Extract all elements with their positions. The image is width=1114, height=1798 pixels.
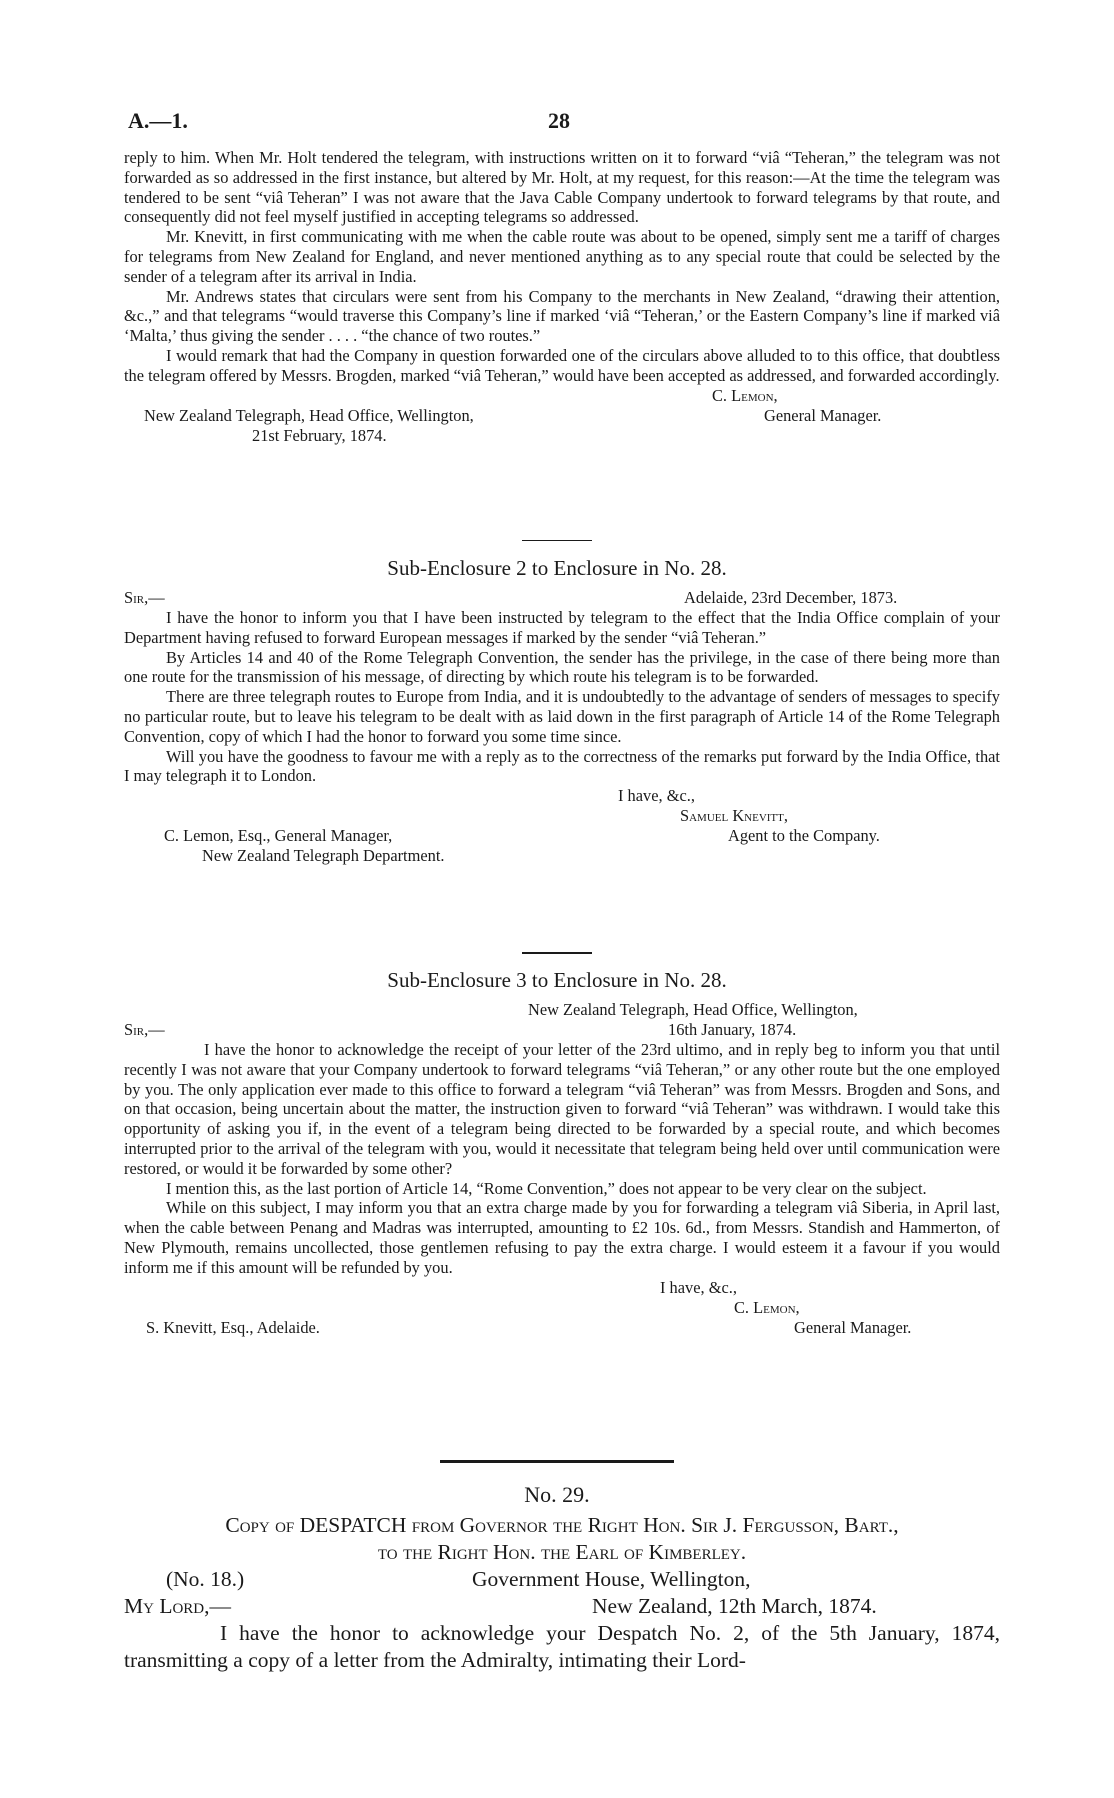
page-number: 28 (548, 108, 570, 133)
despatch (124, 1512, 1000, 1674)
letter-body (124, 588, 1000, 866)
despatch-heading-line2: to the Right Hon. the Earl of Kimberley. (377, 1540, 747, 1564)
paragraph: reply to him. When Mr. Holt tendered the telegram, with instructions written on it to forward “viâ “Teheran,” the telegram was not forwarded as so addressed in the first instance, but altered by Mr. Holt, at my request, for this reason:—At the time the telegram was tendered to be sent “viâ Teheran” I was not aware that the Java Cable Company undertook to forward telegrams by that route, and consequently did not feel myself justified in accepting telegrams so addressed. (124, 148, 1000, 227)
paragraph: I have the honor to acknowledge your Despatch No. 2, of the 5th January, 1874, transmitting a copy of a letter from the Admiralty, intimating their Lord- (124, 1621, 1000, 1672)
section-divider (522, 540, 592, 541)
paragraph: I would remark that had the Company in question forwarded one of the circulars above alluded to to this office, that doubtless the telegram offered by Messrs. Brogden, marked “viâ Teheran,” would have been accepted as addressed, and forwarded accordingly. (124, 345, 1000, 385)
signatory-title: Agent to the Company. (728, 826, 880, 846)
salutation-row (124, 588, 1000, 608)
despatch-ref: (No. 18.) (166, 1567, 245, 1591)
salutation: Sir,— (124, 588, 165, 607)
place-line: New Zealand Telegraph, Head Office, Wellington, (144, 405, 474, 425)
signature-row (124, 1298, 1000, 1318)
letter-continuation (124, 148, 1000, 446)
paragraph: Mr. Knevitt, in first communicating with me when the cable route was about to be opened, simply sent me a tariff of charges for telegrams from New Zealand for England, and never mentioned anything as to any special route that could be selected by the sender of a telegram after its arrival in India. (124, 227, 1000, 286)
despatch-heading-line1: Copy of DESPATCH from Governor the Right Hon. Sir J. Fergusson, Bart., (225, 1513, 899, 1537)
signature-row (124, 806, 1000, 826)
paragraph: I have the honor to acknowledge the receipt of your letter of the 23rd ultimo, and in reply beg to inform you that until recently I was not aware that your Company undertook to forward telegrams “viâ Teheran,” or any other route but the one employed by you. The only application ever made to this office to forward a telegram “viâ Teheran” was from Messrs. Brogden and Sons, and on that occasion, being uncertain about the matter, the instruction given to forward “viâ Teheran” was withdrawn. I would take this opportunity of asking you if, in the event of a telegram being directed to be forwarded by a special route, and which becomes interrupted prior to the arrival of the telegram with you, would it necessitate that telegram being held over until communication were restored, or would it be forwarded by some other? (124, 1040, 1000, 1178)
dateline-place: New Zealand Telegraph, Head Office, Wellington, (528, 1000, 858, 1019)
section-title: Sub-Enclosure 3 to Enclosure in No. 28. (387, 968, 727, 992)
series-label: A.—1. (128, 108, 188, 133)
addressee: S. Knevitt, Esq., Adelaide. (146, 1317, 320, 1337)
closing: I have, &c., (618, 786, 695, 806)
despatch-date: New Zealand, 12th March, 1874. (592, 1594, 877, 1618)
salutation: My Lord,— (124, 1594, 232, 1618)
addressee-dept: New Zealand Telegraph Department. (202, 846, 445, 866)
salutation-row (124, 1593, 1000, 1620)
paragraph: Will you have the goodness to favour me with a reply as to the correctness of the remarks put forward by the India Office, that I may telegraph it to London. (124, 746, 1000, 786)
closing: I have, &c., (660, 1277, 737, 1297)
dateline-row (124, 1000, 1000, 1020)
signatory: C. Lemon, (734, 1297, 800, 1317)
paragraph: Mr. Andrews states that circulars were sent from his Company to the merchants in New Zealand, “drawing their attention, &c.,” and that telegrams “would traverse this Company’s line if marked ‘viâ “Teheran,’ or the Eastern Company’s line if marked viâ ‘Malta,’ thus giving the sender . . . . “the chance of two routes.” (124, 286, 1000, 346)
date-line: 21st February, 1874. (252, 425, 387, 445)
signature-row (124, 826, 1000, 846)
signatory-title: General Manager. (764, 405, 882, 425)
signature-row (124, 406, 1000, 426)
date-row (124, 426, 1000, 446)
despatch-number: No. 29. (524, 1482, 590, 1507)
despatch-ref-row (124, 1566, 1000, 1593)
despatch-place: Government House, Wellington, (472, 1567, 751, 1591)
letter-body (124, 1000, 1000, 1338)
paragraph: I mention this, as the last portion of Article 14, “Rome Convention,” does not appear to be very clear on the subject. (166, 1178, 927, 1198)
addressee: C. Lemon, Esq., General Manager, (164, 826, 393, 846)
section-divider (522, 952, 592, 954)
paragraph: By Articles 14 and 40 of the Rome Telegraph Convention, the sender has the privilege, in the case of there being more than one route for the transmission of his message, of directing by which route his telegram is to be forwarded. (124, 647, 1000, 687)
signature-row (124, 386, 1000, 406)
section-title: Sub-Enclosure 2 to Enclosure in No. 28. (387, 556, 727, 580)
signatory-title: General Manager. (794, 1317, 912, 1337)
signatory: C. Lemon, (712, 385, 778, 405)
dateline: Adelaide, 23rd December, 1873. (684, 588, 898, 607)
closing-row (124, 786, 1000, 806)
section-divider (440, 1460, 674, 1463)
paragraph: While on this subject, I may inform you that an extra charge made by you for forwarding a telegram viâ Siberia, in April last, when the cable between Penang and Madras was interrupted, amounting to £2 10s. 6d., from Messrs. Standish and Hammerton, of New Plymouth, remains uncollected, those gentlemen refusing to pay the extra charge. I would esteem it a favour if you would inform me if this amount will be refunded by you. (124, 1198, 1000, 1277)
salutation-row (124, 1020, 1000, 1040)
paragraph: I have the honor to inform you that I have been instructed by telegram to the effect that the India Office complain of your Department having refused to forward European messages if marked by the sender “viâ Teheran.” (124, 608, 1000, 647)
dateline-date: 16th January, 1874. (668, 1020, 797, 1039)
signature-row (124, 1318, 1000, 1338)
paragraph: There are three telegraph routes to Europe from India, and it is undoubtedly to the advantage of senders of messages to specify no particular route, but to leave his telegram to be dealt with as laid down in the first paragraph of Article 14 of the Rome Telegraph Convention, copy of which I had the honor to forward you some time since. (124, 687, 1000, 746)
closing-row (124, 1278, 1000, 1298)
addressee-row (124, 846, 1000, 866)
signatory: Samuel Knevitt, (680, 806, 788, 826)
salutation: Sir,— (124, 1020, 165, 1039)
